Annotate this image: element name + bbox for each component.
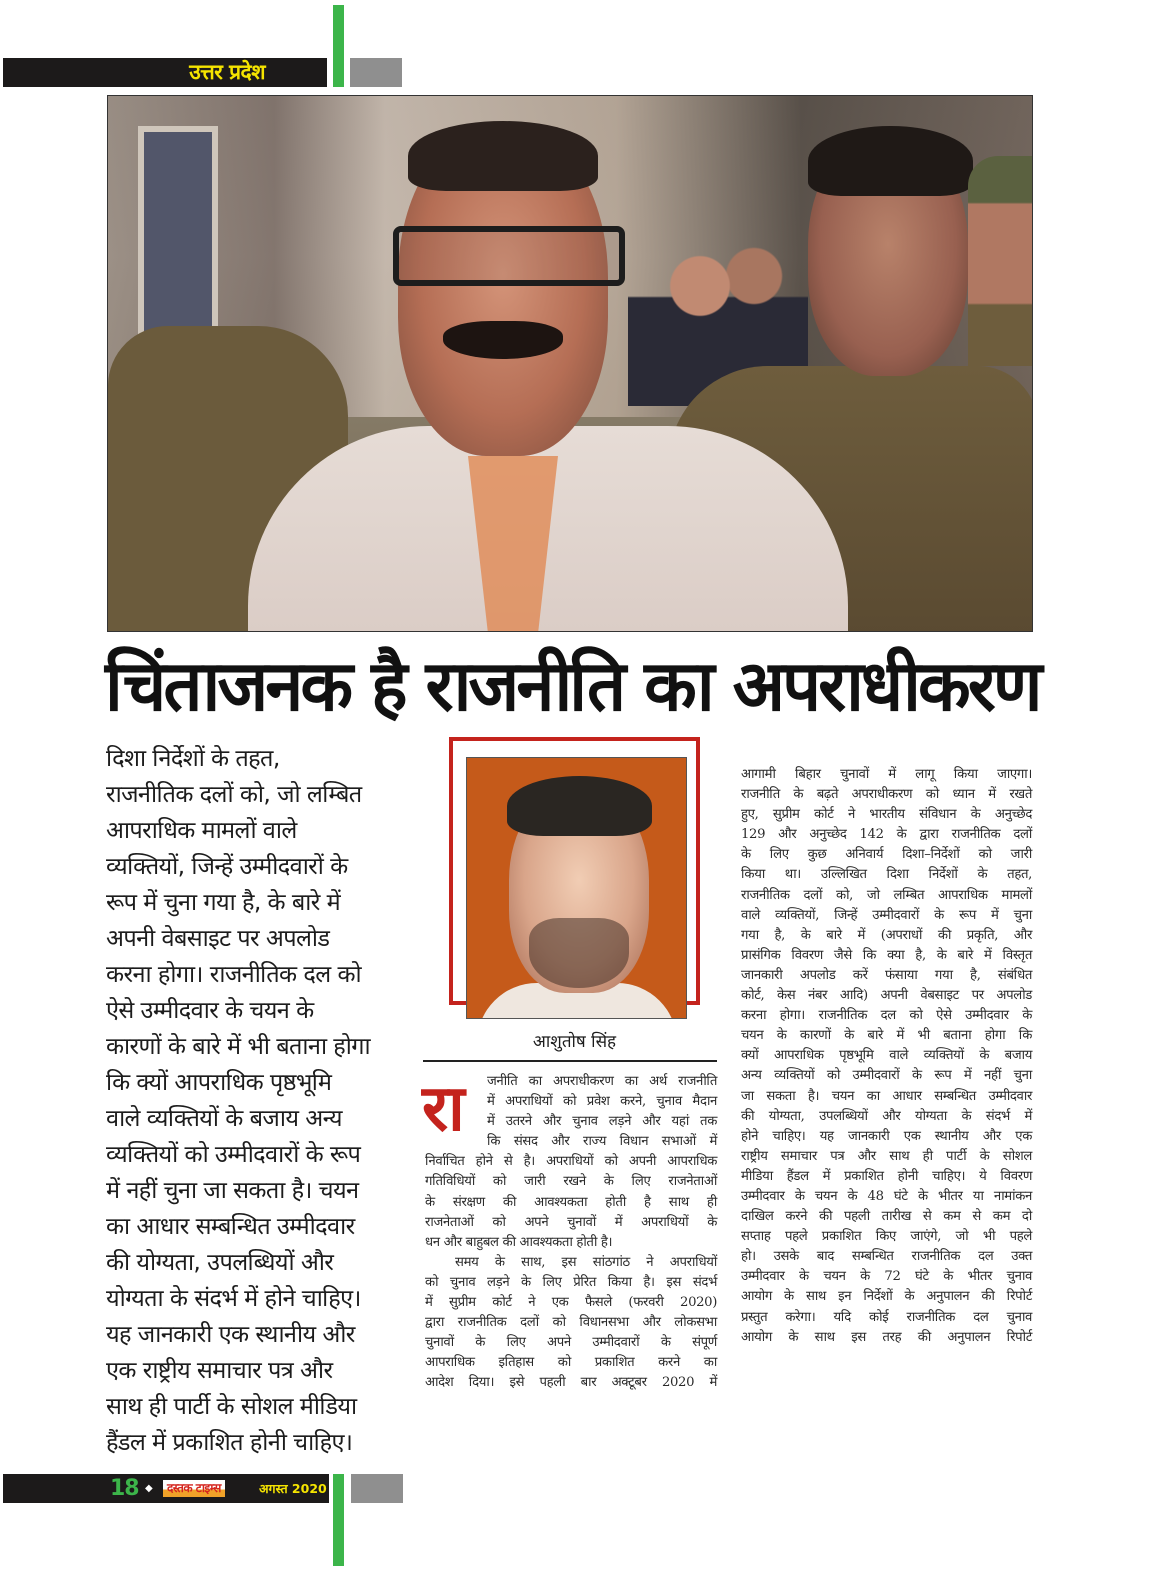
text-line: चुनावों के लिए अपने उम्मीदवारों के संपूर्ण — [425, 1335, 717, 1351]
footer-bar — [3, 1474, 329, 1503]
text-line: जानकारी अपलोड करें फंसाया गया है, संबंधित — [741, 967, 1032, 983]
text-line: गया है, के बारे में (अपराधों की प्रकृति, और — [741, 927, 1032, 943]
author-beard — [529, 918, 629, 988]
text-line: में सुप्रीम कोर्ट ने एक फैसले (फरवरी 2020) — [425, 1295, 717, 1311]
text-line: प्रस्तुत करेगा। यदि कोई राजनीतिक दल चुनाव — [741, 1309, 1032, 1325]
text-line: राष्ट्रीय समाचार पत्र और साथ ही पार्टी के सोशल — [741, 1148, 1032, 1164]
diamond-separator-icon: ◆ — [145, 1483, 153, 1494]
text-line: समय के साथ, इस सांठगांठ ने अपराधियों — [455, 1254, 717, 1270]
green-accent-bar-top — [333, 5, 344, 87]
text-line: वाले व्यक्तियों के बजाय अन्य — [106, 1104, 342, 1132]
text-line: के संरक्षण की आवश्यकता होती है साथ ही — [425, 1194, 717, 1210]
article-column-right — [741, 765, 1032, 1348]
gray-accent-block-top — [350, 58, 402, 87]
text-line: अपनी वेबसाइट पर अपलोड — [106, 924, 330, 952]
text-line: हो। उसके बाद सम्बन्धित राजनीतिक दल उक्त — [741, 1249, 1032, 1265]
text-line: राजनीतिक दलों को, जो लम्बित आपराधिक मामलों — [741, 887, 1032, 903]
text-line: 129 और अनुच्छेद 142 के द्वारा राजनीतिक दलों — [741, 827, 1032, 843]
main-news-photo — [107, 95, 1033, 632]
text-line: में नहीं चुना जा सकता है। चयन — [106, 1176, 359, 1204]
text-line: की योग्यता, उपलब्धियों और योग्यता के संदर्भ में — [741, 1108, 1032, 1124]
text-line: के लिए कुछ अनिवार्य दिशा–निर्देशों को जारी — [741, 847, 1032, 863]
text-line: आपराधिक इतिहास को प्रकाशित करने का — [425, 1355, 717, 1371]
text-line: आयोग के साथ इन निर्देशों के अनुपालन की रिपोर्ट — [741, 1289, 1032, 1305]
text-line: चयन के कारणों के बारे में भी बताना होगा कि — [741, 1028, 1032, 1044]
publication-logo: दस्तक टाइम्स — [163, 1480, 225, 1497]
text-line: उम्मीदवार के चयन के 72 घंटे के भीतर चुनाव — [741, 1269, 1032, 1285]
text-line: दाखिल करने की पहली तारीख से कम से कम दो — [741, 1209, 1032, 1225]
text-line: जनीति का अपराधीकरण का अर्थ राजनीति — [487, 1074, 717, 1089]
green-accent-bar-bottom — [333, 1474, 344, 1566]
text-line: सप्ताह पहले प्रकाशित किए जाएंगे, जो भी पहले — [741, 1229, 1032, 1245]
text-line: हैंडल में प्रकाशित होनी चाहिए। — [106, 1428, 353, 1456]
text-line: जा सकता है। चयन का आधार सम्बन्धित उम्मीदवार — [741, 1088, 1032, 1104]
photo-policeman-far-right — [968, 156, 1033, 366]
photo-accused-glasses — [393, 226, 625, 286]
text-line: होने चाहिए। यह जानकारी एक स्थानीय और एक — [741, 1128, 1032, 1144]
author-byline: आशुतोष सिंह — [532, 1032, 617, 1052]
pull-quote-column — [106, 740, 406, 1460]
text-line: कोर्ट, केस नंबर आदि) अपनी वेबसाइट पर अपलोड — [741, 988, 1032, 1004]
text-line: अन्य व्यक्तियों को उम्मीदवारों के रूप में नहीं चुना — [741, 1068, 1032, 1084]
text-line: वाले व्यक्तियों, जिन्हें उम्मीदवारों के रूप में चुना — [741, 907, 1032, 923]
drop-cap: रा — [422, 1072, 465, 1146]
photo-accused-mustache — [443, 321, 563, 359]
text-line: प्रासंगिक विवरण जैसे कि क्या है, के बारे में विस्तृत — [741, 947, 1032, 963]
text-line: करना होगा। राजनीतिक दल को ऐसे उम्मीदवार के — [741, 1008, 1032, 1024]
article-column-middle — [425, 1072, 717, 1394]
text-line: कि क्यों आपराधिक पृष्ठभूमि — [106, 1068, 332, 1096]
author-hair — [507, 776, 652, 836]
text-line: यह जानकारी एक स्थानीय और — [106, 1320, 355, 1348]
text-line: आगामी बिहार चुनावों में लागू किया जाएगा। — [741, 767, 1032, 782]
text-line: रूप में चुना गया है, के बारे में — [106, 888, 341, 916]
text-line: राजनीतिक दलों को, जो लम्बित — [106, 780, 362, 808]
text-line: को चुनाव लड़ने के लिए प्रेरित किया है। इस संदर्भ — [425, 1274, 717, 1290]
text-line: व्यक्तियों, जिन्हें उम्मीदवारों के — [106, 852, 348, 880]
text-line: में अपराधियों को प्रवेश करने, चुनाव मैदान — [487, 1094, 717, 1110]
text-line: उम्मीदवार के चयन के 48 घंटे के भीतर या नामांकन — [741, 1188, 1032, 1204]
text-line: निर्वाचित होने से है। अपराधियों को अपनी आपराधिक — [425, 1154, 717, 1170]
text-line: कि संसद और राज्य विधान सभाओं में — [487, 1134, 717, 1150]
page-number: 18 — [110, 1476, 139, 1501]
photo-accused-hair — [408, 121, 598, 191]
text-line: में उतरने और चुनाव लड़ने और यहां तक — [487, 1114, 717, 1130]
text-line: राजनेताओं को अपने चुनावों में अपराधियों के — [425, 1214, 717, 1230]
byline-divider — [423, 1060, 717, 1062]
text-line: द्वारा राजनीतिक दलों को विधानसभा और लोकसभा — [425, 1315, 717, 1331]
text-line: व्यक्तियों को उम्मीदवारों के रूप — [106, 1140, 361, 1168]
photo-door — [138, 126, 218, 338]
gray-accent-block-bottom — [351, 1474, 403, 1503]
photo-policeman-hair — [808, 126, 973, 196]
text-line: का आधार सम्बन्धित उम्मीदवार — [106, 1212, 355, 1240]
text-line: आयोग के साथ इस तरह की अनुपालन रिपोर्ट — [741, 1329, 1032, 1345]
text-line: किया था। उल्लिखित दिशा निर्देशों के तहत, — [741, 867, 1032, 883]
author-photo — [466, 757, 687, 1019]
text-line: धन और बाहुबल की आवश्यकता होती है। — [425, 1234, 613, 1250]
text-line: क्यों आपराधिक पृष्ठभूमि वाले व्यक्तियों के बजाय — [741, 1048, 1032, 1064]
text-line: हुए, सुप्रीम कोर्ट ने भारतीय संविधान के अनुच्छेद — [741, 807, 1032, 823]
text-line: आपराधिक मामलों वाले — [106, 816, 297, 844]
text-line: मीडिया हैंडल में प्रकाशित होनी चाहिए। ये विवरण — [741, 1168, 1032, 1184]
text-line: की योग्यता, उपलब्धियों और — [106, 1248, 334, 1276]
text-line: साथ ही पार्टी के सोशल मीडिया — [106, 1392, 357, 1420]
text-line: आदेश दिया। इसे पहली बार अक्टूबर 2020 में — [425, 1375, 717, 1391]
text-line: ऐसे उम्मीदवार के चयन के — [106, 996, 314, 1024]
text-line: राजनीति के बढ़ते अपराधीकरण को ध्यान में रखते — [741, 787, 1032, 803]
text-line: एक राष्ट्रीय समाचार पत्र और — [106, 1356, 333, 1384]
article-headline: चिंताजनक है राजनीति का अपराधीकरण — [105, 645, 1040, 727]
section-label: उत्तर प्रदेश — [189, 60, 265, 84]
text-line: गतिविधियों को जारी रखने के लिए राजनेताओं — [425, 1174, 717, 1190]
text-line: दिशा निर्देशों के तहत, — [106, 744, 280, 772]
text-line: योग्यता के संदर्भ में होने चाहिए। — [106, 1284, 361, 1312]
section-header-bar — [3, 58, 327, 87]
issue-date: अगस्त 2020 — [259, 1481, 327, 1496]
text-line: करना होगा। राजनीतिक दल को — [106, 960, 361, 988]
text-line: कारणों के बारे में भी बताना होगा — [106, 1032, 370, 1060]
